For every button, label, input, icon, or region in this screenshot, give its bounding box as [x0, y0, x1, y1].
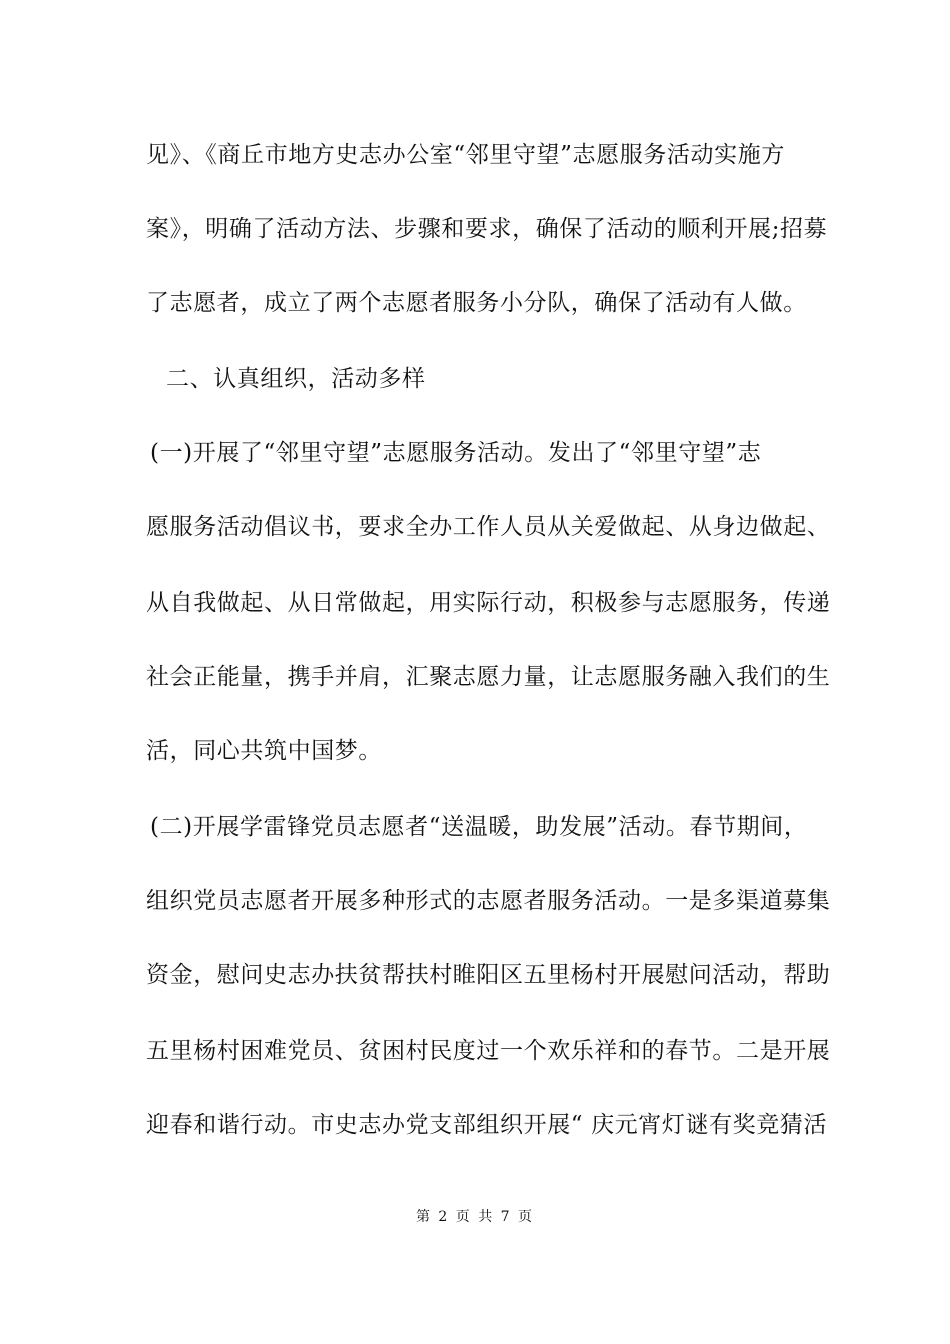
- text-line-9: 活，同心共筑中国梦。: [146, 738, 382, 764]
- text-line-12: 资金，慰问史志办扶贫帮扶村睢阳区五里杨村开展慰问活动，帮助: [146, 962, 831, 988]
- text-line-10: (二)开展学雷锋党员志愿者“送温暖，助发展”活动。春节期间，: [150, 814, 808, 840]
- section-heading: 二、认真组织，活动多样: [166, 366, 426, 392]
- text-line-1: 见》、《商丘市地方史志办公室“邻里守望”志愿服务活动实施方: [146, 142, 785, 168]
- text-line-5: (一)开展了“邻里守望”志愿服务活动。发出了“邻里守望”志: [150, 440, 762, 466]
- text-line-2: 案》，明确了活动方法、步骤和要求，确保了活动的顺利开展;招募: [146, 216, 828, 242]
- text-line-8: 社会正能量，携手并肩，汇聚志愿力量，让志愿服务融入我们的生: [146, 664, 831, 690]
- text-line-7: 从自我做起、从日常做起，用实际行动，积极参与志愿服务，传递: [146, 590, 831, 616]
- text-line-11: 组织党员志愿者开展多种形式的志愿者服务活动。一是多渠道募集: [146, 888, 831, 914]
- page-number: 第 2 页 共 7 页: [415, 1209, 535, 1225]
- text-line-13: 五里杨村困难党员、贫困村民度过一个欢乐祥和的春节。二是开展: [146, 1038, 831, 1064]
- text-line-6: 愿服务活动倡议书，要求全办工作人员从关爱做起、从身边做起、: [146, 514, 831, 540]
- text-line-3: 了志愿者，成立了两个志愿者服务小分队，确保了活动有人做。: [146, 290, 807, 316]
- text-line-14: 迎春和谐行动。市史志办党支部组织开展“ 庆元宵灯谜有奖竞猜活: [146, 1112, 828, 1138]
